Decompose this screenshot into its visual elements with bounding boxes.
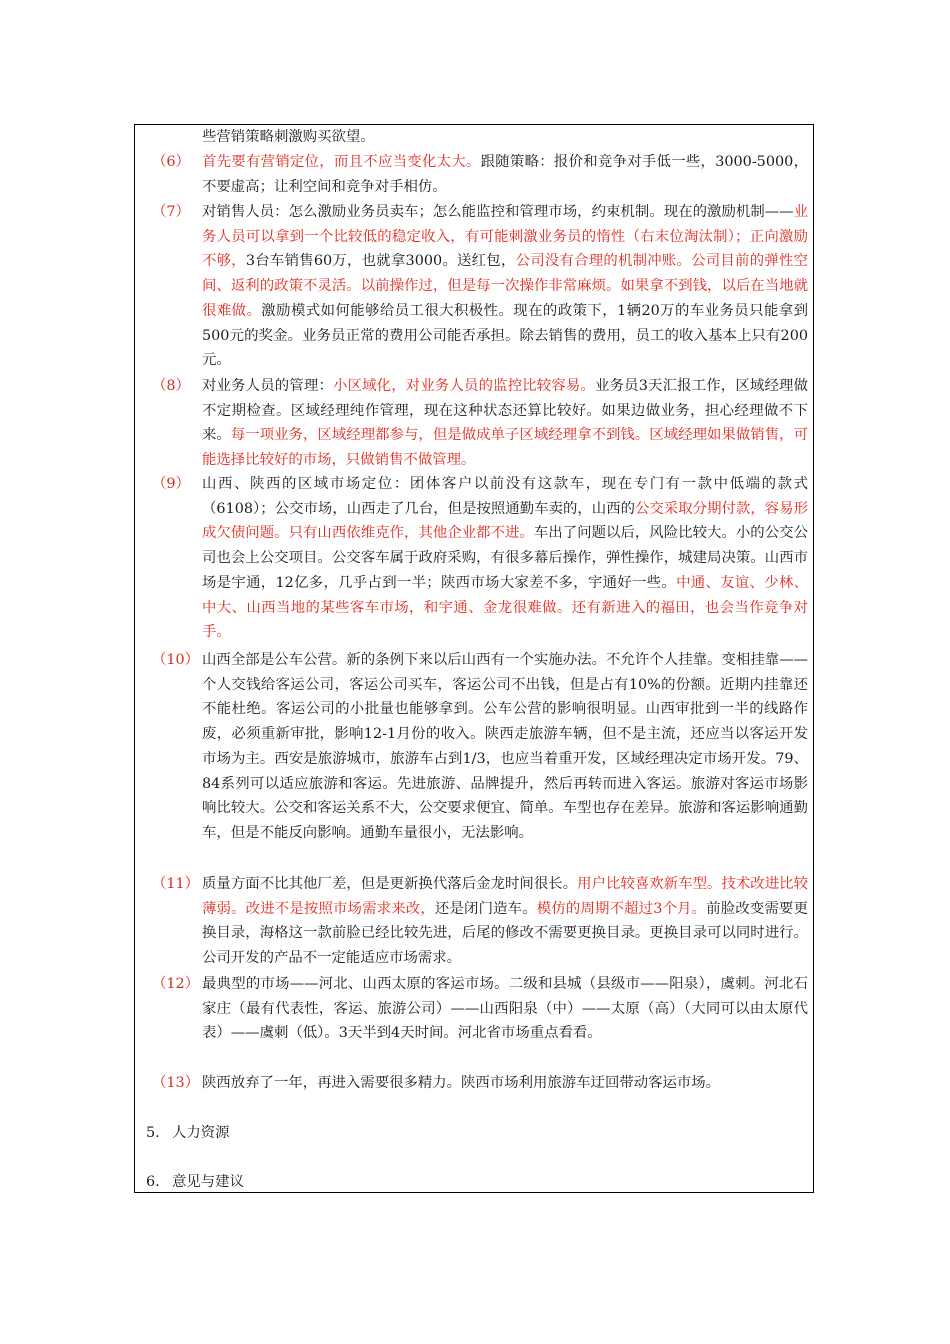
item-number: （10）	[152, 652, 200, 668]
highlighted-text: 公交采取分期付款，容易形成欠债问题。只有山西依维克作，其他企业都不进。	[202, 500, 808, 542]
body-text: 质量方面不比其他厂差，但是更新换代落后金龙时间很长。	[202, 876, 578, 892]
item-paragraph	[202, 972, 808, 1046]
item-number: （12）	[152, 976, 200, 992]
body-text: 对业务人员的管理：	[202, 378, 334, 394]
highlighted-text: 小区域化，对业务人员的监控比较容易。	[333, 378, 596, 394]
body-text: 激励模式如何能够给员工很大积极性。现在的政策下，1辆20万的车业务员只能拿到500元的奖金。业务员正常的费用公司能否承担。除去销售的费用，员工的收入基本上只有200元。	[202, 302, 808, 369]
highlighted-text: 用户比较喜欢新车型。技术改进比较薄弱。改进不是按照市场需求来改，	[202, 876, 808, 917]
body-text: 跟随策略：报价和竞争对手低一些，3000-5000，不要虚高；让利空间和竞争对手相仿。	[202, 154, 808, 195]
item-number: （6）	[152, 154, 190, 170]
item-paragraph	[202, 150, 808, 199]
highlighted-text: 公司没有合理的机制冲账。公司目前的弹性空间、返利的政策不灵活。以前操作过，但是每一次操作非常麻烦。如果拿不到钱，以后在当地就很难做。	[202, 253, 808, 319]
section-number: 5.	[146, 1125, 160, 1141]
body-text: 还是闭门造车。	[434, 900, 537, 917]
item-number: （7）	[152, 204, 190, 220]
item-paragraph	[202, 472, 808, 645]
item-number: （11）	[152, 876, 200, 892]
highlighted-text: 模仿的周期不超过3个月。	[536, 900, 707, 917]
section-number: 6.	[146, 1174, 160, 1190]
body-text: 最典型的市场——河北、山西太原的客运市场。二级和县城（县级市——阳泉），虞刺。河北石家庄（最有代表性，客运、旅游公司）——山西阳泉（中）——太原（高）（大同可以由太原代表）——虞刺（低）。3天半到4天时间。河北省市场重点看看。	[202, 976, 808, 1042]
body-text: 山西全部是公车公营。新的条例下来以后山西有一个实施办法。不允许个人挂靠。变相挂靠——个人交钱给客运公司，客运公司买车，客运公司不出钱，但是占有10%的份额。近期内挂靠还不能杜绝。客运公司的小批量也能够拿到。公车公营的影响很明显。山西审批到一半的线路作废，必须重新审批，影响12-1月份的收入。陕西走旅游车辆，但不是主流，还应当以客运开发市场为主。西安是旅游城市，旅游车占到1/3，也应当着重开发，区域经理决定市场开发。79、84系列可以适应旅游和客运。先进旅游、品牌提升，然后再转而进入客运。旅游对客运市场影响比较大。公交和客运关系不大，公交要求便宜、简单。车型也存在差异。旅游和客运影响通勤车，但是不能反向影响。通勤车量很小，无法影响。	[202, 652, 808, 841]
body-text: 陕西放弃了一年，再进入需要很多精力。陕西市场利用旅游车迂回带动客运市场。	[202, 1075, 721, 1091]
item-number: （8）	[152, 378, 190, 394]
highlighted-text: 首先要有营销定位，而且不应当变化太大。	[202, 154, 481, 170]
body-text: 业务员3天汇报工作，区域经理做不定期检查。区域经理纯作管理，现在这种状态还算比较好。如果边做业务，担心经理做不下来。	[202, 378, 808, 444]
section-title: 意见与建议	[172, 1174, 244, 1190]
item-number: （9）	[152, 476, 190, 492]
body-text: 3台车销售60万，也就拿3000。送红包，	[245, 253, 516, 270]
highlighted-text: 业务人员可以拿到一个比较低的稳定收入，有可能刺激业务员的惰性（右末位淘汰制）；正向激励不够，	[202, 204, 808, 270]
section-5	[146, 1121, 230, 1146]
body-text: 前脸改变需要更换目录，海格这一款前脸已经比较先进，后尾的修改不需要更换目录。更换目录可以同时进行。公司开发的产品不一定能适应市场需求。	[202, 900, 808, 967]
body-text: 车出了问题以后，风险比较大。小的公交公司也会上公交项目。公交客车属于政府采购，有很多幕后操作，弹性操作，城建局决策。山西市场是宇通，12亿多，几乎占到一半；陕西市场大家差不多，宇通好一些。	[202, 525, 808, 591]
body-text: 山西、陕西的区域市场定位：团体客户以前没有这款车，现在专门有一款中低端的款式（6108）；公交市场，山西走了几台，但是按照通勤车卖的，山西的	[202, 476, 808, 517]
body-text: 对销售人员：怎么激励业务员卖车；怎么能监控和管理市场，约束机制。现在的激励机制——	[202, 204, 794, 220]
highlighted-text: 中通、友谊、少林、中大、山西当地的某些客车市场，和宇通、金龙很难做。还有新进入的福田，也会当作竞争对手。	[202, 574, 808, 641]
item-paragraph	[202, 374, 808, 473]
item-paragraph	[202, 1071, 808, 1096]
item-paragraph	[202, 872, 808, 971]
section-title: 人力资源	[172, 1125, 230, 1141]
section-6	[146, 1170, 244, 1195]
item-number: （13）	[152, 1075, 200, 1091]
item-paragraph	[202, 200, 808, 373]
lead-line: 些营销策略刺激购买欲望。	[202, 129, 375, 145]
highlighted-text: 每一项业务，区域经理都参与，但是做成单子区域经理拿不到钱。区域经理如果做销售，可能选择比较好的市场，只做销售不做管理。	[202, 427, 808, 469]
item-paragraph	[202, 648, 808, 846]
